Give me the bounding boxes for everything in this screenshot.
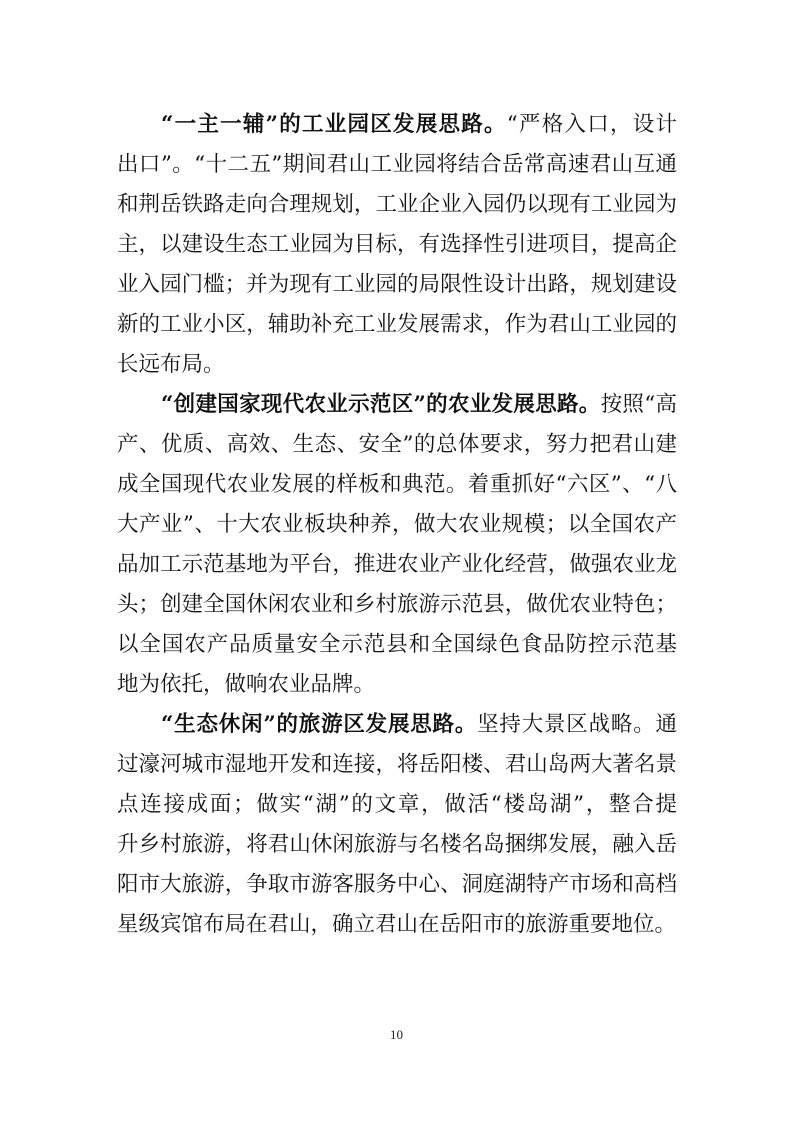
paragraph-1-text: “严格入口，设计 <box>506 112 677 137</box>
paragraph-3-heading: “生态休闲”的旅游区发展思路。 <box>161 712 478 737</box>
paragraph-1-line-5: 业入园门槛；并为现有工业园的局限性设计出路，规划建设 <box>117 272 677 297</box>
paragraph-1-heading: “一主一辅”的工业园区发展思路。 <box>161 112 507 137</box>
paragraph-3-line-6: 星级宾馆布局在君山，确立君山在岳阳市的旅游重要地位。 <box>117 912 677 937</box>
paragraph-2-line-4: 大产业”、十大农业板块种养，做大农业规模；以全国农产 <box>117 512 677 537</box>
paragraph-2-heading: “创建国家现代农业示范区”的农业发展思路。 <box>161 392 601 417</box>
paragraph-3-line-1 <box>161 705 677 745</box>
paragraph-2-line-1 <box>161 385 677 425</box>
paragraph-2-text: 按照“高 <box>600 392 677 417</box>
paragraph-3-text: 坚持大景区战略。通 <box>477 712 677 737</box>
paragraph-1-line-7: 长远布局。 <box>117 352 225 377</box>
paragraph-3-line-2: 过濠河城市湿地开发和连接，将岳阳楼、君山岛两大著名景 <box>117 752 677 777</box>
paragraph-2-line-6: 头；创建全国休闲农业和乡村旅游示范县，做优农业特色； <box>117 592 677 617</box>
paragraph-1-line-6: 新的工业小区，辅助补充工业发展需求，作为君山工业园的 <box>117 312 677 337</box>
paragraph-1-line-4: 主，以建设生态工业园为目标，有选择性引进项目，提高企 <box>117 232 677 257</box>
paragraph-1-line-2: 出口”。“十二五”期间君山工业园将结合岳常高速君山互通 <box>117 152 677 177</box>
paragraph-3-line-4: 升乡村旅游，将君山休闲旅游与名楼名岛捆绑发展，融入岳 <box>117 832 677 857</box>
paragraph-3-line-3: 点连接成面；做实“湖”的文章，做活“楼岛湖”，整合提 <box>117 792 677 817</box>
paragraph-2-line-8: 地为依托，做响农业品牌。 <box>117 672 376 697</box>
page-number: 10 <box>390 1027 403 1042</box>
paragraph-3-line-5: 阳市大旅游，争取市游客服务中心、洞庭湖特产市场和高档 <box>117 872 677 897</box>
paragraph-2-line-7: 以全国农产品质量安全示范县和全国绿色食品防控示范基 <box>117 632 677 657</box>
paragraph-2-line-3: 成全国现代农业发展的样板和典范。着重抓好“六区”、“八 <box>117 472 677 497</box>
paragraph-1-line-1 <box>161 105 677 145</box>
paragraph-2-line-5: 品加工示范基地为平台，推进农业产业化经营，做强农业龙 <box>117 552 677 577</box>
paragraph-2-line-2: 产、优质、高效、生态、安全”的总体要求，努力把君山建 <box>117 432 677 457</box>
paragraph-1-line-3: 和荆岳铁路走向合理规划，工业企业入园仍以现有工业园为 <box>117 192 677 217</box>
